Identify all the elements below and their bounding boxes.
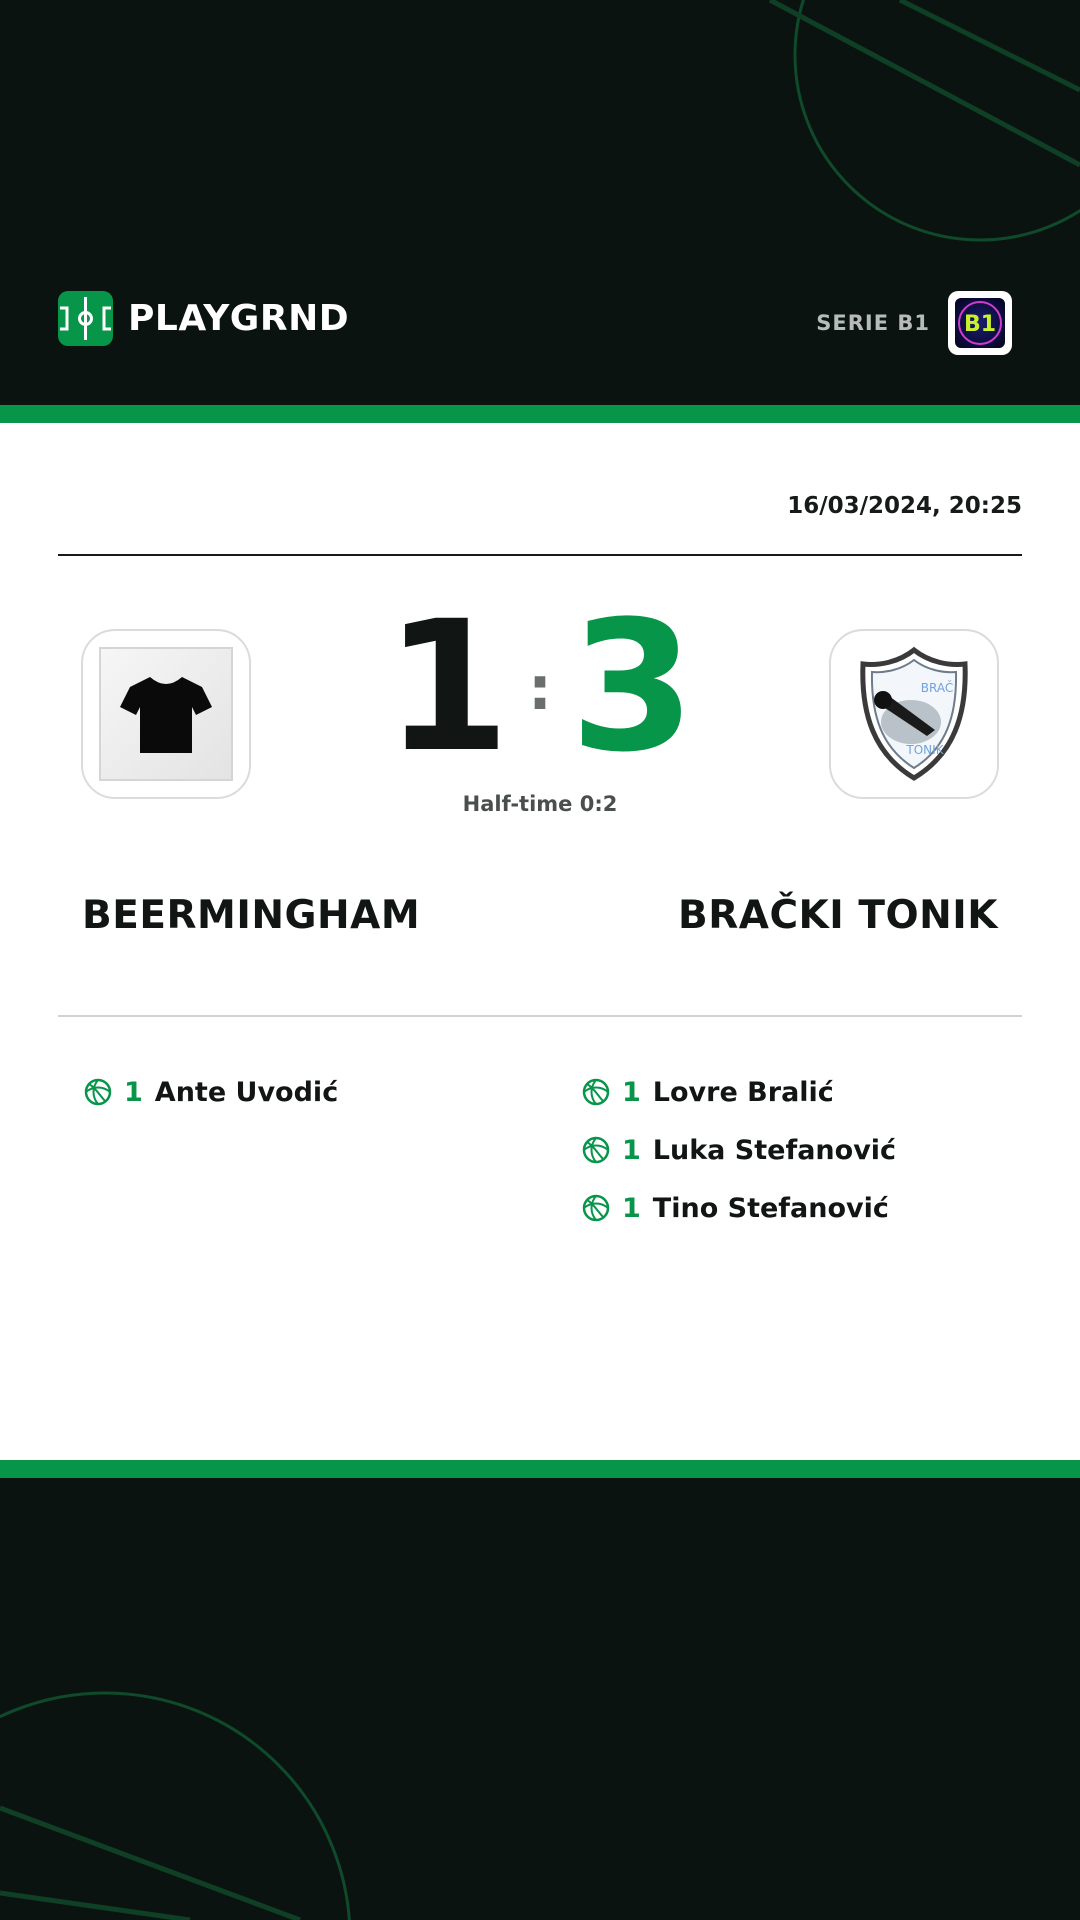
league-info	[816, 291, 1012, 355]
home-score: 1	[384, 583, 510, 792]
score-separator: :	[528, 654, 552, 724]
match-card	[0, 423, 1080, 1460]
match-datetime: 16/03/2024, 20:25	[787, 493, 1022, 519]
scorer-name: Luka Stefanović	[652, 1134, 897, 1166]
away-team-logo	[829, 629, 999, 799]
ball-icon	[582, 1194, 610, 1222]
goal-count: 1	[622, 1134, 641, 1166]
league-name: SERIE B1	[816, 311, 930, 335]
svg-text:B1: B1	[963, 312, 997, 337]
ball-icon	[582, 1136, 610, 1164]
footer-band	[0, 1478, 1080, 1920]
svg-text:TONIK: TONIK	[906, 743, 944, 757]
halftime-score: Half-time 0:2	[462, 792, 618, 816]
ball-icon	[582, 1078, 610, 1106]
header-band	[0, 0, 1080, 405]
svg-text:BRAČ: BRAČ	[920, 681, 954, 695]
accent-bar-bottom	[0, 1460, 1080, 1478]
pitch-lines-decoration	[0, 1478, 1080, 1920]
away-team-name: BRAČKI TONIK	[678, 893, 998, 938]
away-scorers-list	[582, 1063, 896, 1237]
accent-bar-top	[0, 405, 1080, 423]
scorer-item	[582, 1121, 896, 1179]
scorer-item	[582, 1063, 896, 1121]
divider	[58, 1015, 1022, 1017]
home-team-name: BEERMINGHAM	[82, 893, 421, 938]
away-score: 3	[570, 583, 696, 792]
league-badge	[948, 291, 1012, 355]
divider	[58, 554, 1022, 556]
brand-name: PLAYGRND	[128, 298, 350, 339]
shield-crest-icon	[849, 644, 979, 784]
scorer-name: Ante Uvodić	[154, 1076, 339, 1108]
pitch-icon	[58, 291, 113, 346]
goal-count: 1	[124, 1076, 143, 1108]
home-scorers-list	[84, 1063, 338, 1121]
brand	[58, 291, 349, 346]
goal-count: 1	[622, 1076, 641, 1108]
goal-count: 1	[622, 1192, 641, 1224]
league-logo-icon	[955, 298, 1005, 348]
scorer-name: Tino Stefanović	[652, 1192, 889, 1224]
ball-icon	[84, 1078, 112, 1106]
scorer-item	[84, 1063, 338, 1121]
scorer-item	[582, 1179, 896, 1237]
scorer-name: Lovre Bralić	[652, 1076, 834, 1108]
